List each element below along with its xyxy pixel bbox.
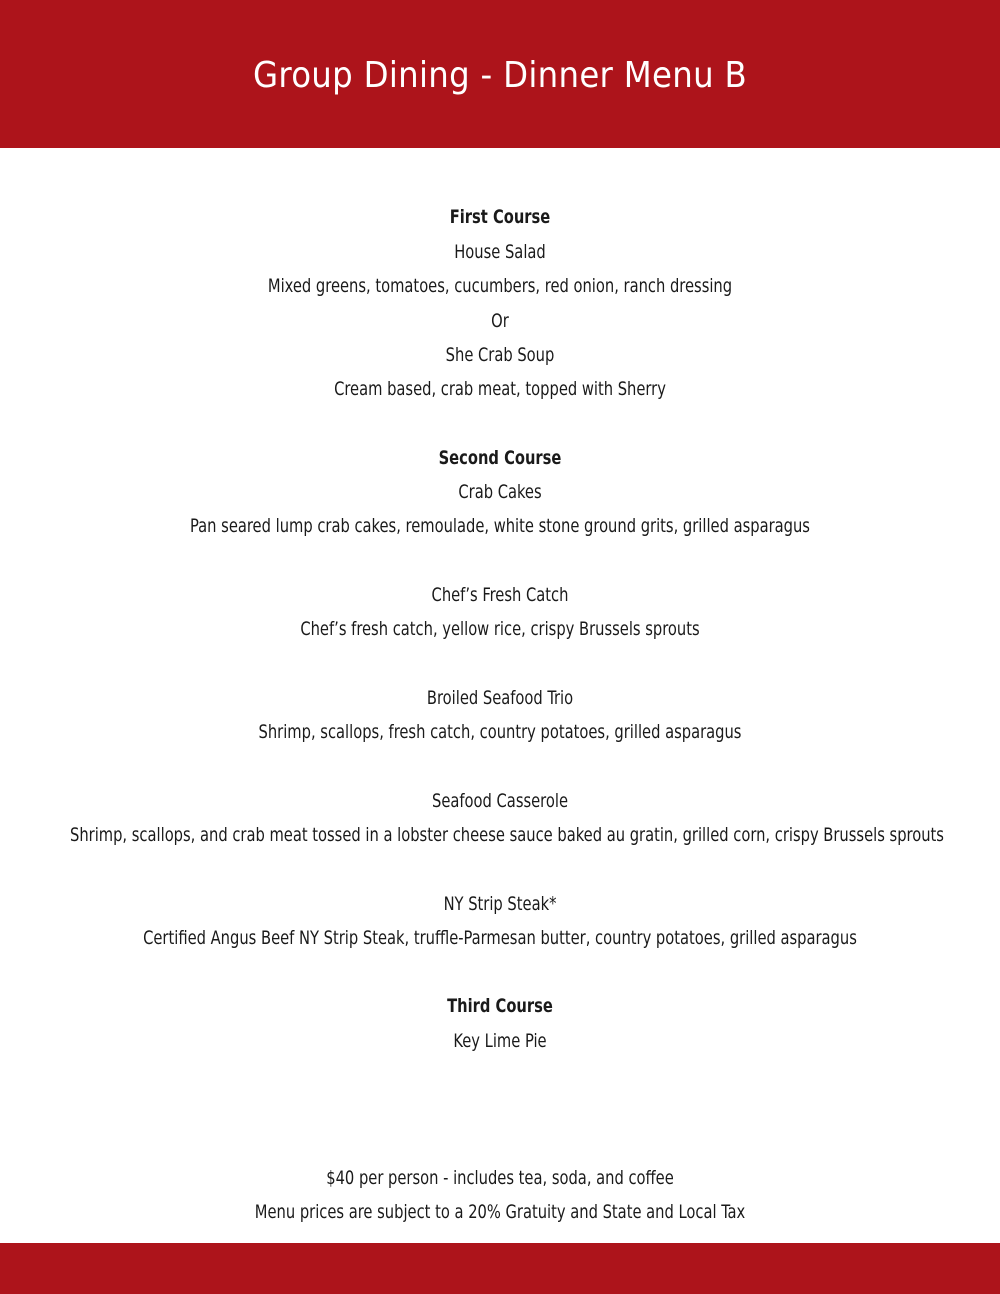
second-course-heading: Second Course	[438, 447, 562, 469]
crab-cakes-name: Crab Cakes	[458, 481, 542, 503]
house-salad-description: Mixed greens, tomatoes, cucumbers, red onion, ranch dressing	[267, 275, 733, 297]
seafood-trio-description: Shrimp, scallops, fresh catch, country potatoes, grilled asparagus	[258, 721, 742, 743]
page-title: Group Dining - Dinner Menu B	[252, 55, 747, 96]
key-lime-pie-name: Key Lime Pie	[453, 1030, 547, 1052]
she-crab-soup-description: Cream based, crab meat, topped with Sherry	[334, 378, 666, 400]
footer-bar	[0, 1243, 1000, 1294]
course-option-separator: Or	[491, 310, 509, 332]
seafood-casserole-description: Shrimp, scallops, and crab meat tossed in a lobster cheese sauce baked au gratin, grilled corn, crispy Brussels sprouts	[70, 824, 944, 846]
seafood-trio-name: Broiled Seafood Trio	[426, 687, 574, 709]
crab-cakes-description: Pan seared lump crab cakes, remoulade, white stone ground grits, grilled asparagus	[190, 515, 810, 537]
seafood-casserole-name: Seafood Casserole	[431, 790, 568, 812]
house-salad-name: House Salad	[454, 241, 546, 263]
price-line: $40 per person - includes tea, soda, and coffee	[326, 1167, 674, 1189]
fresh-catch-description: Chef’s fresh catch, yellow rice, crispy Brussels sprouts	[300, 618, 700, 640]
first-course-heading: First Course	[449, 206, 551, 228]
strip-steak-description: Certified Angus Beef NY Strip Steak, truffle-Parmesan butter, country potatoes, grilled asparagus	[143, 927, 857, 949]
fresh-catch-name: Chef’s Fresh Catch	[431, 584, 569, 606]
third-course-heading: Third Course	[447, 995, 553, 1017]
strip-steak-name: NY Strip Steak*	[443, 893, 557, 915]
terms-line: Menu prices are subject to a 20% Gratuity and State and Local Tax	[254, 1201, 746, 1223]
she-crab-soup-name: She Crab Soup	[445, 344, 555, 366]
